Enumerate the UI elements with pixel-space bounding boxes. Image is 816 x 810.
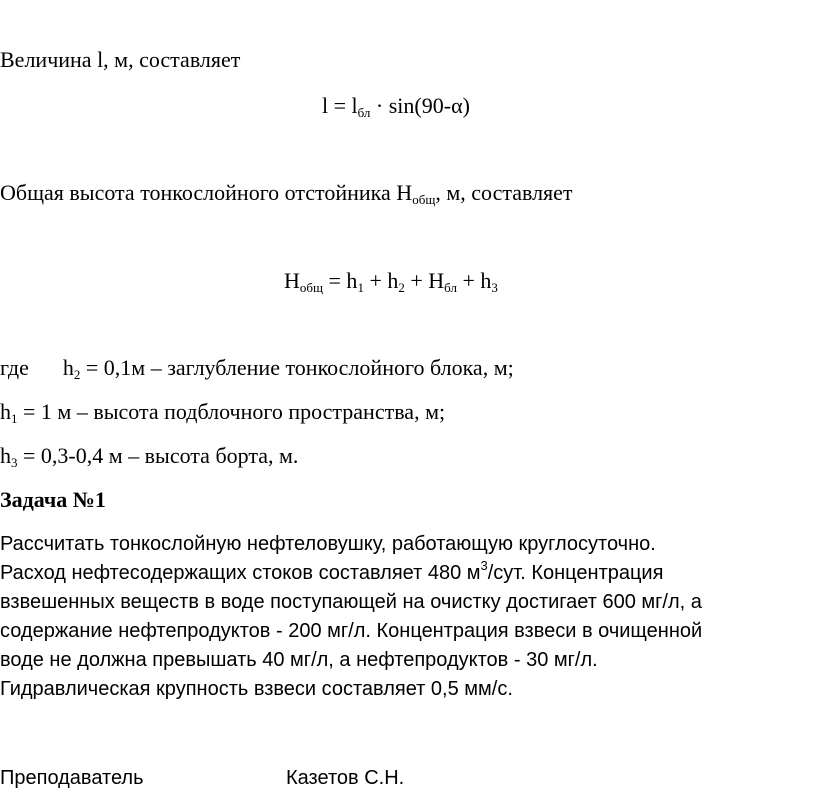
task-line-3: взвешенных веществ в воде поступающей на очистку достигает 600 мг/л, а bbox=[0, 591, 702, 613]
task-paragraph bbox=[0, 530, 800, 704]
formula-l-lhs: l = l bbox=[322, 93, 358, 118]
where-word: где bbox=[0, 355, 29, 380]
task-title: Задача №1 bbox=[0, 487, 106, 512]
signature-role: Преподаватель bbox=[0, 767, 144, 789]
task-line-5: воде не должна превышать 40 мг/л, а нефтепродуктов - 30 мг/л. bbox=[0, 649, 598, 671]
signature-name: Казетов С.Н. bbox=[286, 767, 405, 789]
task-line-1: Рассчитать тонкослойную нефтеловушку, работающую круглосуточно. bbox=[0, 533, 656, 555]
task-line-4: содержание нефтепродуктов - 200 мг/л. Концентрация взвеси в очищенной bbox=[0, 620, 703, 642]
definition-h3: $h_3 = 0,3-0,4$ м – высота борта, м. bbox=[0, 443, 299, 470]
task-line-2: Расход нефтесодержащих стоков составляет 480 $м^3$/сут. Концентрация bbox=[0, 558, 664, 584]
task-line-6: Гидравлическая крупность взвеси составляет 0,5 мм/с. bbox=[0, 678, 513, 700]
l-intro-text: Величина l, м, составляет bbox=[0, 47, 241, 72]
formula-l-sub: бл bbox=[357, 105, 371, 120]
formula-l-rhs: · sin(90-α) bbox=[370, 93, 470, 118]
h-intro-text: Общая высота тонкослойного отстойника $Н_{общ}$, м, составляет bbox=[0, 180, 573, 207]
definition-h1: $h_1 = 1$ м – высота подблочного пространства, м; bbox=[0, 399, 446, 426]
formula-h-total: $Н_{общ} = h_1 + h_2 + Н_{бл} + h_3$ bbox=[284, 268, 498, 295]
formula-l bbox=[322, 92, 470, 120]
definition-h2: где $h_2 = 0,1м$ – заглубление тонкослойного блока, м; bbox=[0, 355, 514, 382]
